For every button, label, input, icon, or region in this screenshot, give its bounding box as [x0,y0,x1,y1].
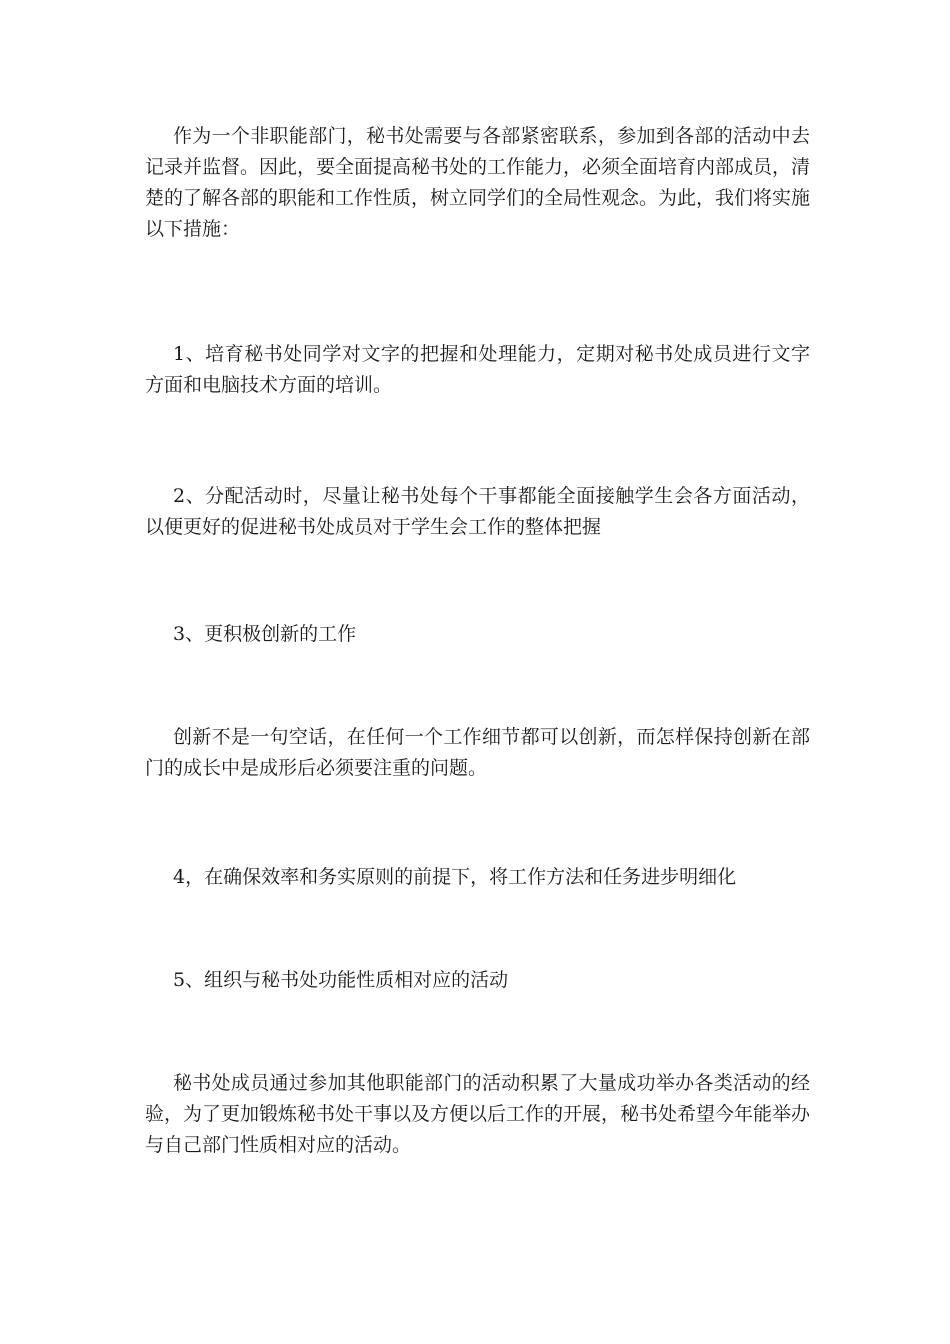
paragraph-measure-1: 1、培育秘书处同学对文字的把握和处理能力，定期对秘书处成员进行文字方面和电脑技术方面的培训。 [145,343,810,396]
paragraph-intro: 作为一个非职能部门，秘书处需要与各部紧密联系，参加到各部的活动中去记录并监督。因此，要全面提高秘书处的工作能力，必须全面培育内部成员，清楚的了解各部的职能和工作性质，树立同学们的全局性观念。为此，我们将实施以下措施： [145,125,811,240]
paragraph-measure-5: 5、组织与秘书处功能性质相对应的活动 [173,969,509,991]
paragraph-measure-3: 3、更积极创新的工作 [173,623,357,645]
paragraph-innovation: 创新不是一句空话，在任何一个工作细节都可以创新，而怎样保持创新在部门的成长中是成形后必须要注重的问题。 [145,726,810,779]
paragraph-measure-4: 4，在确保效率和务实原则的前提下，将工作方法和任务进步明细化 [173,866,737,888]
paragraph-activities: 秘书处成员通过参加其他职能部门的活动积累了大量成功举办各类活动的经验，为了更加锻炼秘书处干事以及方便以后工作的开展，秘书处希望今年能举办与自己部门性质相对应的活动。 [145,1072,811,1156]
paragraph-measure-2: 2、分配活动时，尽量让秘书处每个干事都能全面接触学生会各方面活动，以便更好的促进秘书处成员对于学生会工作的整体把握 [145,485,810,538]
